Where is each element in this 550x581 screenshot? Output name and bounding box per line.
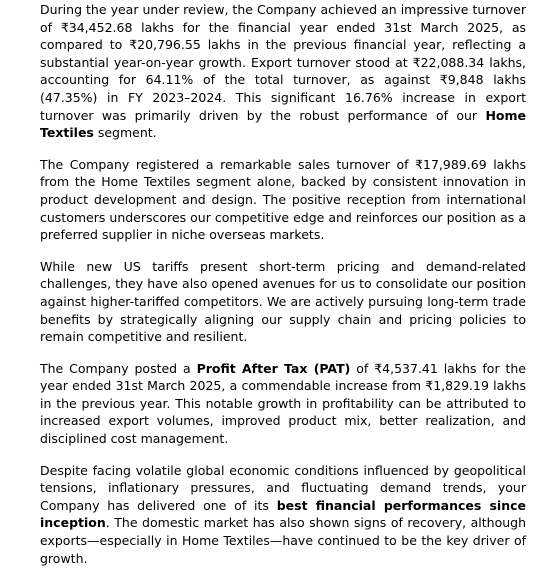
paragraph-text: While new US tariffs present short-term pricing and demand-related challenges, they have also opened avenues for us to consolidate our position against higher-tariffed competitors. We are actively pursuing long-term trade benefits by strategically aligning our supply chain and pricing policies to remain competitive and resilient. (40, 258, 526, 345)
paragraph-text: During the year under review, the Company achieved an impressive turnover of ₹34,452.68 lakhs for the financial year ended 31st March 2025, as compared to ₹20,796.55 lakhs in the previous financial year, reflecting a substantial year-on-year growth. Export turnover stood at ₹22,088.34 lakhs, accounting for 64.11% of the total turnover, as against ₹9,848 lakhs (47.35%) in FY 2023–2024. This significant 16.76% increase in export turnover was primarily driven by the robust performance of our (40, 2, 526, 123)
paragraph-text: segment. (93, 125, 157, 141)
paragraph-text: The Company registered a remarkable sales turnover of ₹17,989.69 lakhs from the Home Textiles segment alone, backed by consistent innovation in product development and design. The positive reception from international customers underscores our competitive edge and reinforces our position as a preferred supplier in niche overseas markets. (40, 156, 526, 243)
paragraph-text: of ₹4,537.41 lakhs for the year ended 31st March 2025, a commendable increase from ₹1,829.19 lakhs in the previous year. This notable growth in profitability can be attributed to increased export volumes, improved product mix, better realization, and disciplined cost management. (40, 360, 526, 447)
paragraph-text: . The domestic market has also shown signs of recovery, although exports—especially in Home Textiles—have continued to be the key driver of growth. (40, 515, 526, 566)
paragraph-turnover (40, 1, 526, 142)
emphasis-pat: Profit After Tax (PAT) (196, 360, 351, 376)
paragraph-home-textiles (40, 156, 526, 244)
emphasis-best-performance: best financial performances since inception (40, 497, 526, 531)
paragraph-text: The Company posted a (40, 360, 197, 376)
paragraph-profit-after-tax (40, 360, 526, 448)
document-body (40, 1, 526, 581)
emphasis-home-textiles: Home Textiles (40, 107, 526, 141)
paragraph-us-tariffs (40, 258, 526, 346)
paragraph-text: Despite facing volatile global economic conditions influenced by geopolitical tensions, inflationary pressures, and fluctuating demand trends, your Company has delivered one of its (40, 462, 526, 513)
paragraph-financial-performance (40, 462, 526, 568)
